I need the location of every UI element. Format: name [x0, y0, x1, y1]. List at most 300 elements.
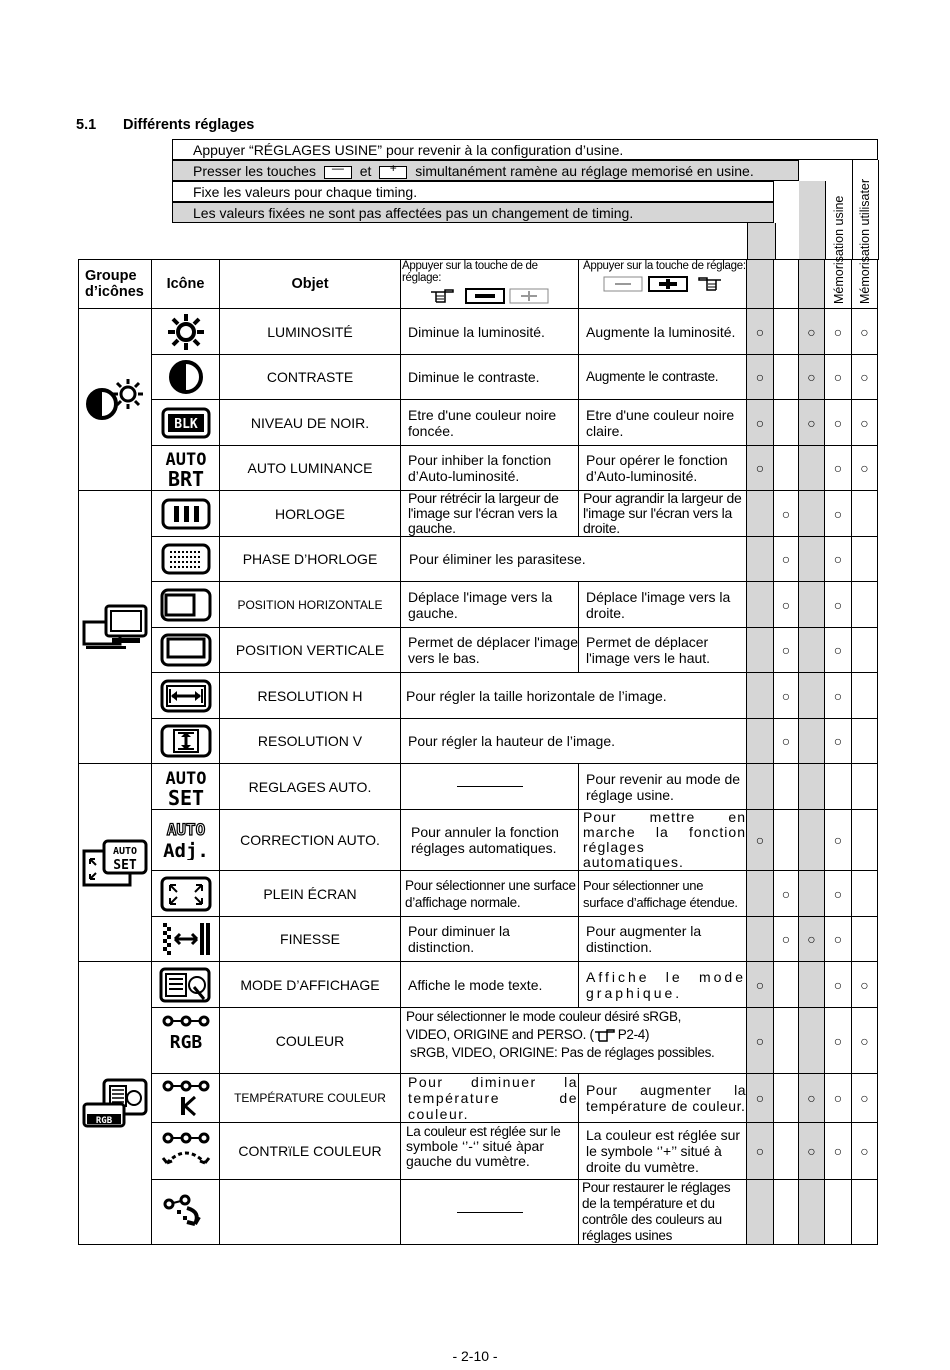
circle-mark-icon: ○ — [833, 976, 843, 993]
circle-mark-icon: ○ — [807, 1143, 816, 1159]
decrease-text: Pour diminuer la distinction. — [401, 917, 579, 962]
mark-cell — [799, 1123, 825, 1180]
auto-adjust-icon — [159, 820, 213, 860]
note-fixed-timing — [172, 181, 774, 202]
horizontal-position-icon — [160, 588, 212, 622]
icon-cell — [152, 871, 220, 917]
svg-text:RGB: RGB — [169, 1032, 202, 1050]
circle-mark-icon: ○ — [755, 976, 765, 993]
mark-cell — [747, 1008, 774, 1074]
mark-cell — [774, 962, 799, 1008]
circle-mark-icon: ○ — [781, 733, 791, 749]
mark-cell — [747, 400, 774, 446]
mark-cell — [774, 491, 799, 537]
increase-text: Permet de déplacer l'image vers le haut. — [579, 628, 747, 673]
increase-text: Affiche le mode graphique. — [579, 962, 747, 1008]
circle-mark-icon: ○ — [781, 931, 791, 947]
section-number: 5.1 — [76, 117, 97, 133]
increase-text: Pour revenir au mode de réglage usine. — [579, 764, 747, 810]
mark-cell — [774, 1008, 799, 1074]
icon-cell — [152, 719, 220, 764]
mark-cell — [825, 1123, 852, 1180]
circle-mark-icon: ○ — [755, 1090, 765, 1106]
note-factory-reset — [172, 139, 878, 160]
mark-cell — [774, 309, 799, 355]
circle-mark-icon: ○ — [833, 885, 843, 902]
hand-pointing-left-icon — [692, 276, 722, 292]
decrease-line: La couleur est réglée sur le — [406, 1124, 561, 1139]
icon-cell — [152, 628, 220, 673]
color-line-2 — [406, 1026, 746, 1044]
mark-cell — [747, 871, 774, 917]
object-name: RESOLUTION V — [220, 719, 401, 764]
icon-cell — [152, 400, 220, 446]
object-name: HORLOGE — [220, 491, 401, 537]
increase-text: Pour sélectionner une surface d’affichage étendue. — [579, 871, 747, 917]
circle-mark-icon: ○ — [833, 832, 843, 848]
mark-cell — [799, 537, 825, 582]
increase-text: Pour agrandir la largeur de l'image sur l'écran vers la droite. — [579, 491, 747, 537]
contrast-icon — [168, 359, 204, 395]
decrease-line: symbole ‘’-‘’ situé àpar — [406, 1138, 544, 1154]
circle-mark-icon: ○ — [755, 832, 765, 848]
mark-cell — [799, 1074, 825, 1123]
mark-cell — [799, 673, 825, 719]
circle-mark-icon: ○ — [781, 551, 791, 567]
svg-text:BLK: BLK — [173, 416, 198, 432]
circle-mark-icon: ○ — [860, 1143, 869, 1159]
mark-cell — [747, 628, 774, 673]
mark-cell — [774, 582, 799, 628]
decrease-text: Pour inhiber la fonction d’Auto-luminosité. — [401, 446, 579, 491]
header-icon: Icône — [152, 260, 220, 309]
circle-mark-icon: ○ — [781, 687, 791, 704]
note-text: simultanément ramène au réglage memorisé en usine. — [415, 163, 754, 179]
object-name: RESOLUTION H — [220, 673, 401, 719]
icon-cell — [152, 764, 220, 810]
circle-mark-icon: ○ — [833, 1143, 843, 1159]
mark-cell — [852, 628, 878, 673]
color-control-icon — [159, 1131, 213, 1171]
mark-cell — [747, 810, 774, 871]
header-col-2 — [774, 202, 800, 260]
mark-cell — [774, 1074, 799, 1123]
mark-cell — [825, 491, 852, 537]
note-not-affected — [172, 202, 774, 223]
svg-text:SET: SET — [113, 857, 137, 873]
table-row — [79, 1074, 878, 1123]
circle-mark-icon: ○ — [860, 460, 869, 476]
mark-cell — [825, 917, 852, 962]
mark-cell — [799, 582, 825, 628]
circle-mark-icon: ○ — [833, 733, 843, 749]
object-name: TEMPÉRATURE COULEUR — [220, 1074, 401, 1123]
circle-mark-icon: ○ — [833, 369, 843, 385]
object-name: PHASE D’HORLOGE — [220, 537, 401, 582]
decrease-text: Pour rétrécir la largeur de l'image sur l'écran vers la gauche. — [401, 491, 579, 537]
circle-mark-icon: ○ — [755, 460, 765, 476]
circle-mark-icon: ○ — [860, 976, 869, 993]
mark-cell — [852, 446, 878, 491]
increase-text: Pour restaurer le réglages de la température et du contrôle des couleurs au réglages usines — [579, 1180, 747, 1245]
circle-mark-icon: ○ — [833, 931, 843, 947]
section-title: Différents réglages — [123, 117, 255, 133]
circle-mark-icon: ○ — [807, 1090, 816, 1106]
header-mem-3 — [799, 260, 825, 309]
circle-mark-icon: ○ — [807, 414, 816, 431]
mark-cell — [852, 355, 878, 400]
icon-cell — [152, 1180, 220, 1245]
color-reset-icon — [161, 1194, 211, 1230]
page-number: - 2-10 - — [452, 1348, 498, 1364]
header-col-gray-3 — [799, 181, 826, 260]
color-line-3: sRGB, VIDEO, ORIGINE: Pas de réglages possibles. — [410, 1045, 715, 1060]
circle-mark-icon: ○ — [860, 369, 869, 385]
increase-text: La couleur est réglée sur le symbole ‘’+’’ situé à droite du vumètre. — [579, 1123, 747, 1180]
mark-cell — [852, 673, 878, 719]
decrease-text: Etre d'une couleur noire foncée. — [401, 400, 579, 446]
svg-text:BRT: BRT — [167, 467, 204, 488]
object-name: POSITION VERTICALE — [220, 628, 401, 673]
object-name: CONTRïLE COULEUR — [220, 1123, 401, 1180]
group-geometry-cell — [79, 491, 152, 764]
circle-mark-icon: ○ — [833, 596, 843, 613]
mark-cell — [799, 1008, 825, 1074]
object-name: CONTRASTE — [220, 355, 401, 400]
mark-cell — [852, 1008, 878, 1074]
clock-phase-icon — [161, 543, 211, 575]
mark-cell — [774, 446, 799, 491]
mark-cell — [774, 764, 799, 810]
mark-cell — [852, 491, 878, 537]
mark-cell — [774, 355, 799, 400]
label-user-memory: Mémorisation utilisater — [858, 178, 872, 304]
table-row — [79, 355, 878, 400]
merged-text — [401, 1008, 747, 1074]
svg-text:AUTO: AUTO — [112, 845, 138, 857]
auto-set-group-icon — [82, 839, 148, 887]
svg-text:RGB: RGB — [95, 1116, 113, 1126]
settings-table — [78, 259, 878, 1245]
circle-mark-icon: ○ — [833, 460, 843, 476]
table-row — [79, 917, 878, 962]
mark-cell — [747, 446, 774, 491]
mark-cell — [799, 719, 825, 764]
sharpness-icon — [159, 921, 213, 957]
group-color-cell — [79, 962, 152, 1245]
mark-cell — [825, 810, 852, 871]
mark-cell — [747, 1123, 774, 1180]
icon-cell — [152, 582, 220, 628]
icon-cell — [152, 355, 220, 400]
decrease-line: gauche du vumètre. — [406, 1153, 530, 1169]
table-row — [79, 309, 878, 355]
increase-text: Pour augmenter la distinction. — [579, 917, 747, 962]
decrease-empty — [401, 764, 579, 810]
object-name: REGLAGES AUTO. — [220, 764, 401, 810]
table-row — [79, 871, 878, 917]
note-text: et — [359, 163, 372, 179]
table-row — [79, 810, 878, 871]
vertical-size-icon — [160, 724, 212, 758]
mark-cell — [774, 917, 799, 962]
circle-mark-icon: ○ — [755, 323, 765, 340]
mark-cell — [825, 446, 852, 491]
mark-cell — [825, 400, 852, 446]
icon-cell — [152, 446, 220, 491]
circle-mark-icon: ○ — [860, 1090, 869, 1106]
icon-cell — [152, 917, 220, 962]
mark-cell — [852, 1123, 878, 1180]
icon-cell — [152, 1074, 220, 1123]
color-line-1: Pour sélectionner le mode couleur désiré sRGB, — [406, 1009, 682, 1024]
hand-pointing-right-icon — [430, 288, 460, 304]
mark-cell — [825, 537, 852, 582]
empty-dash — [457, 786, 523, 787]
mark-cell — [825, 764, 852, 810]
mark-cell — [799, 355, 825, 400]
black-level-icon — [161, 407, 211, 439]
color-line-2-ref: P2-4) — [617, 1027, 650, 1042]
rgb-color-icon — [159, 1014, 213, 1050]
header-mem-user — [852, 260, 878, 309]
section-heading — [76, 117, 254, 133]
circle-mark-icon: ○ — [833, 1090, 843, 1106]
note-text: Les valeurs fixées ne sont pas affectées pas un changement de timing. — [193, 205, 634, 221]
mark-cell — [852, 764, 878, 810]
table-row — [79, 537, 878, 582]
increase-text: Etre d'une couleur noire claire. — [579, 400, 747, 446]
circle-mark-icon: ○ — [860, 1032, 869, 1049]
mark-cell — [799, 1180, 825, 1245]
color-line-2-text: VIDEO, ORIGINE and PERSO. ( — [406, 1027, 594, 1042]
empty-dash — [457, 1212, 523, 1213]
merged-text: Pour régler la hauteur de l’image. — [401, 719, 747, 764]
brightness-contrast-group-icon — [84, 378, 146, 422]
circle-mark-icon: ○ — [860, 323, 869, 340]
mark-cell — [799, 446, 825, 491]
mark-cell — [774, 719, 799, 764]
clock-icon — [161, 498, 211, 530]
mark-cell — [774, 537, 799, 582]
decrease-empty — [401, 1180, 579, 1245]
table-row — [79, 446, 878, 491]
mark-cell — [747, 309, 774, 355]
mark-cell — [747, 917, 774, 962]
increase-text: Déplace l'image vers la droite. — [579, 582, 747, 628]
decrease-text: Pour diminuer la température de couleur. — [401, 1074, 579, 1123]
icon-cell — [152, 1123, 220, 1180]
svg-text:AUTO: AUTO — [165, 768, 206, 789]
increase-text: Pour mettre en marche la fonction réglages automatiques. — [579, 810, 747, 871]
mark-cell — [747, 582, 774, 628]
mark-cell — [852, 810, 878, 871]
mark-cell — [799, 764, 825, 810]
mark-cell — [825, 309, 852, 355]
increase-text: Pour opérer le fonction d’Auto-luminosité. — [579, 446, 747, 491]
mark-cell — [747, 491, 774, 537]
mark-cell — [825, 673, 852, 719]
svg-text:SET: SET — [167, 785, 204, 807]
circle-mark-icon: ○ — [781, 596, 791, 613]
minus-key-icon — [603, 276, 643, 292]
object-name: MODE D’AFFICHAGE — [220, 962, 401, 1008]
decrease-text: Diminue le contraste. — [401, 355, 579, 400]
mark-cell — [799, 917, 825, 962]
icon-cell — [152, 810, 220, 871]
minus-key-icon — [465, 288, 505, 304]
circle-mark-icon: ○ — [807, 323, 816, 340]
mark-cell — [774, 871, 799, 917]
mark-cell — [825, 719, 852, 764]
sun-icon — [166, 313, 206, 351]
mark-cell — [852, 537, 878, 582]
table-row — [79, 491, 878, 537]
decrease-text: Déplace l'image vers la gauche. — [401, 582, 579, 628]
svg-text:Adj.: Adj. — [162, 840, 209, 860]
table-row — [79, 962, 878, 1008]
object-name — [220, 1180, 401, 1245]
vertical-position-icon — [160, 633, 212, 667]
circle-mark-icon: ○ — [833, 551, 843, 567]
mark-cell — [825, 355, 852, 400]
table-row — [79, 628, 878, 673]
mark-cell — [825, 1180, 852, 1245]
mark-cell — [852, 582, 878, 628]
mark-cell — [852, 309, 878, 355]
mark-cell — [799, 871, 825, 917]
circle-mark-icon: ○ — [781, 505, 791, 522]
circle-mark-icon: ○ — [833, 642, 843, 658]
note-text: Fixe les valeurs pour chaque timing. — [193, 184, 418, 200]
table-row — [79, 719, 878, 764]
mark-cell — [774, 1180, 799, 1245]
svg-text:AUTO: AUTO — [166, 820, 205, 839]
table-row — [79, 400, 878, 446]
circle-mark-icon: ○ — [833, 1032, 843, 1049]
mark-cell — [747, 355, 774, 400]
circle-mark-icon: ○ — [807, 931, 816, 947]
minus-key-icon — [324, 166, 352, 179]
mark-cell — [774, 673, 799, 719]
mark-cell — [852, 1180, 878, 1245]
mark-cell — [825, 1074, 852, 1123]
decrease-text: Pour sélectionner une surface d’affichage normale. — [401, 871, 579, 917]
note-text: Presser les touches — [193, 163, 316, 179]
circle-mark-icon: ○ — [755, 1032, 765, 1049]
table-row — [79, 582, 878, 628]
object-name: FINESSE — [220, 917, 401, 962]
group-brightness-cell — [79, 309, 152, 491]
object-name: AUTO LUMINANCE — [220, 446, 401, 491]
table-row — [79, 764, 878, 810]
increase-text: Augmente le contraste. — [579, 355, 747, 400]
icon-cell — [152, 673, 220, 719]
mark-cell — [799, 810, 825, 871]
header-mem-2 — [774, 260, 799, 309]
circle-mark-icon: ○ — [860, 414, 869, 431]
object-name: CORRECTION AUTO. — [220, 810, 401, 871]
merged-text: Pour éliminer les parasitese. — [401, 537, 747, 582]
full-screen-icon — [160, 876, 212, 912]
mark-cell — [747, 1074, 774, 1123]
rgb-color-group-icon — [82, 1078, 148, 1128]
mark-cell — [774, 1123, 799, 1180]
mark-cell — [799, 400, 825, 446]
mark-cell — [852, 719, 878, 764]
header-mem-1 — [747, 260, 774, 309]
auto-set-icon — [159, 767, 213, 807]
mark-cell — [852, 871, 878, 917]
object-name: LUMINOSITÉ — [220, 309, 401, 355]
mark-cell — [747, 1180, 774, 1245]
circle-mark-icon: ○ — [833, 323, 843, 340]
mark-cell — [774, 628, 799, 673]
decrease-text: Affiche le mode texte. — [401, 962, 579, 1008]
display-mode-icon — [159, 967, 213, 1003]
circle-mark-icon: ○ — [755, 1143, 765, 1159]
mark-cell — [799, 628, 825, 673]
circle-mark-icon: ○ — [807, 369, 816, 385]
color-temperature-icon — [159, 1079, 213, 1117]
plus-key-icon — [509, 288, 549, 304]
mark-cell — [852, 962, 878, 1008]
mark-cell — [799, 491, 825, 537]
table-row — [79, 1123, 878, 1180]
circle-mark-icon: ○ — [833, 687, 843, 704]
icon-cell — [152, 962, 220, 1008]
mark-cell — [774, 810, 799, 871]
mark-cell — [799, 962, 825, 1008]
icon-cell — [152, 1008, 220, 1074]
note-text: Appuyer “RÉGLAGES USINE” pour revenir à la configuration d’usine. — [193, 142, 624, 158]
plus-key-icon — [379, 166, 407, 179]
header-object: Objet — [220, 260, 401, 309]
mark-cell — [825, 1008, 852, 1074]
circle-mark-icon: ○ — [755, 414, 765, 431]
icon-cell — [152, 491, 220, 537]
header-increase: Appuyer sur la touche de réglage: — [579, 260, 747, 309]
auto-brightness-icon — [159, 448, 213, 488]
mark-cell — [747, 764, 774, 810]
mark-cell — [825, 871, 852, 917]
mark-cell — [799, 309, 825, 355]
header-col-gray-1 — [747, 223, 776, 260]
decrease-text: Pour annuler la fonction réglages automatiques. — [401, 810, 579, 871]
plus-key-icon — [648, 276, 688, 292]
mark-cell — [852, 400, 878, 446]
table-row — [79, 673, 878, 719]
icon-cell — [152, 309, 220, 355]
header-decrease: Appuyer sur la touche de de réglage: — [401, 260, 579, 309]
increase-text: Pour augmenter la température de couleur. — [579, 1074, 747, 1123]
mark-cell — [774, 400, 799, 446]
circle-mark-icon: ○ — [781, 885, 791, 902]
object-name: PLEIN ÉCRAN — [220, 871, 401, 917]
circle-mark-icon: ○ — [833, 414, 843, 431]
mark-cell — [747, 962, 774, 1008]
hand-pointing-icon — [594, 1029, 618, 1042]
note-keys — [172, 160, 799, 181]
header-mem-factory — [825, 260, 852, 309]
header-group: Groupe d’icônes — [79, 260, 152, 309]
group-auto-cell — [79, 764, 152, 962]
mark-cell — [825, 628, 852, 673]
object-name: NIVEAU DE NOIR. — [220, 400, 401, 446]
mark-cell — [825, 582, 852, 628]
object-name: COULEUR — [220, 1008, 401, 1074]
mark-cell — [852, 917, 878, 962]
